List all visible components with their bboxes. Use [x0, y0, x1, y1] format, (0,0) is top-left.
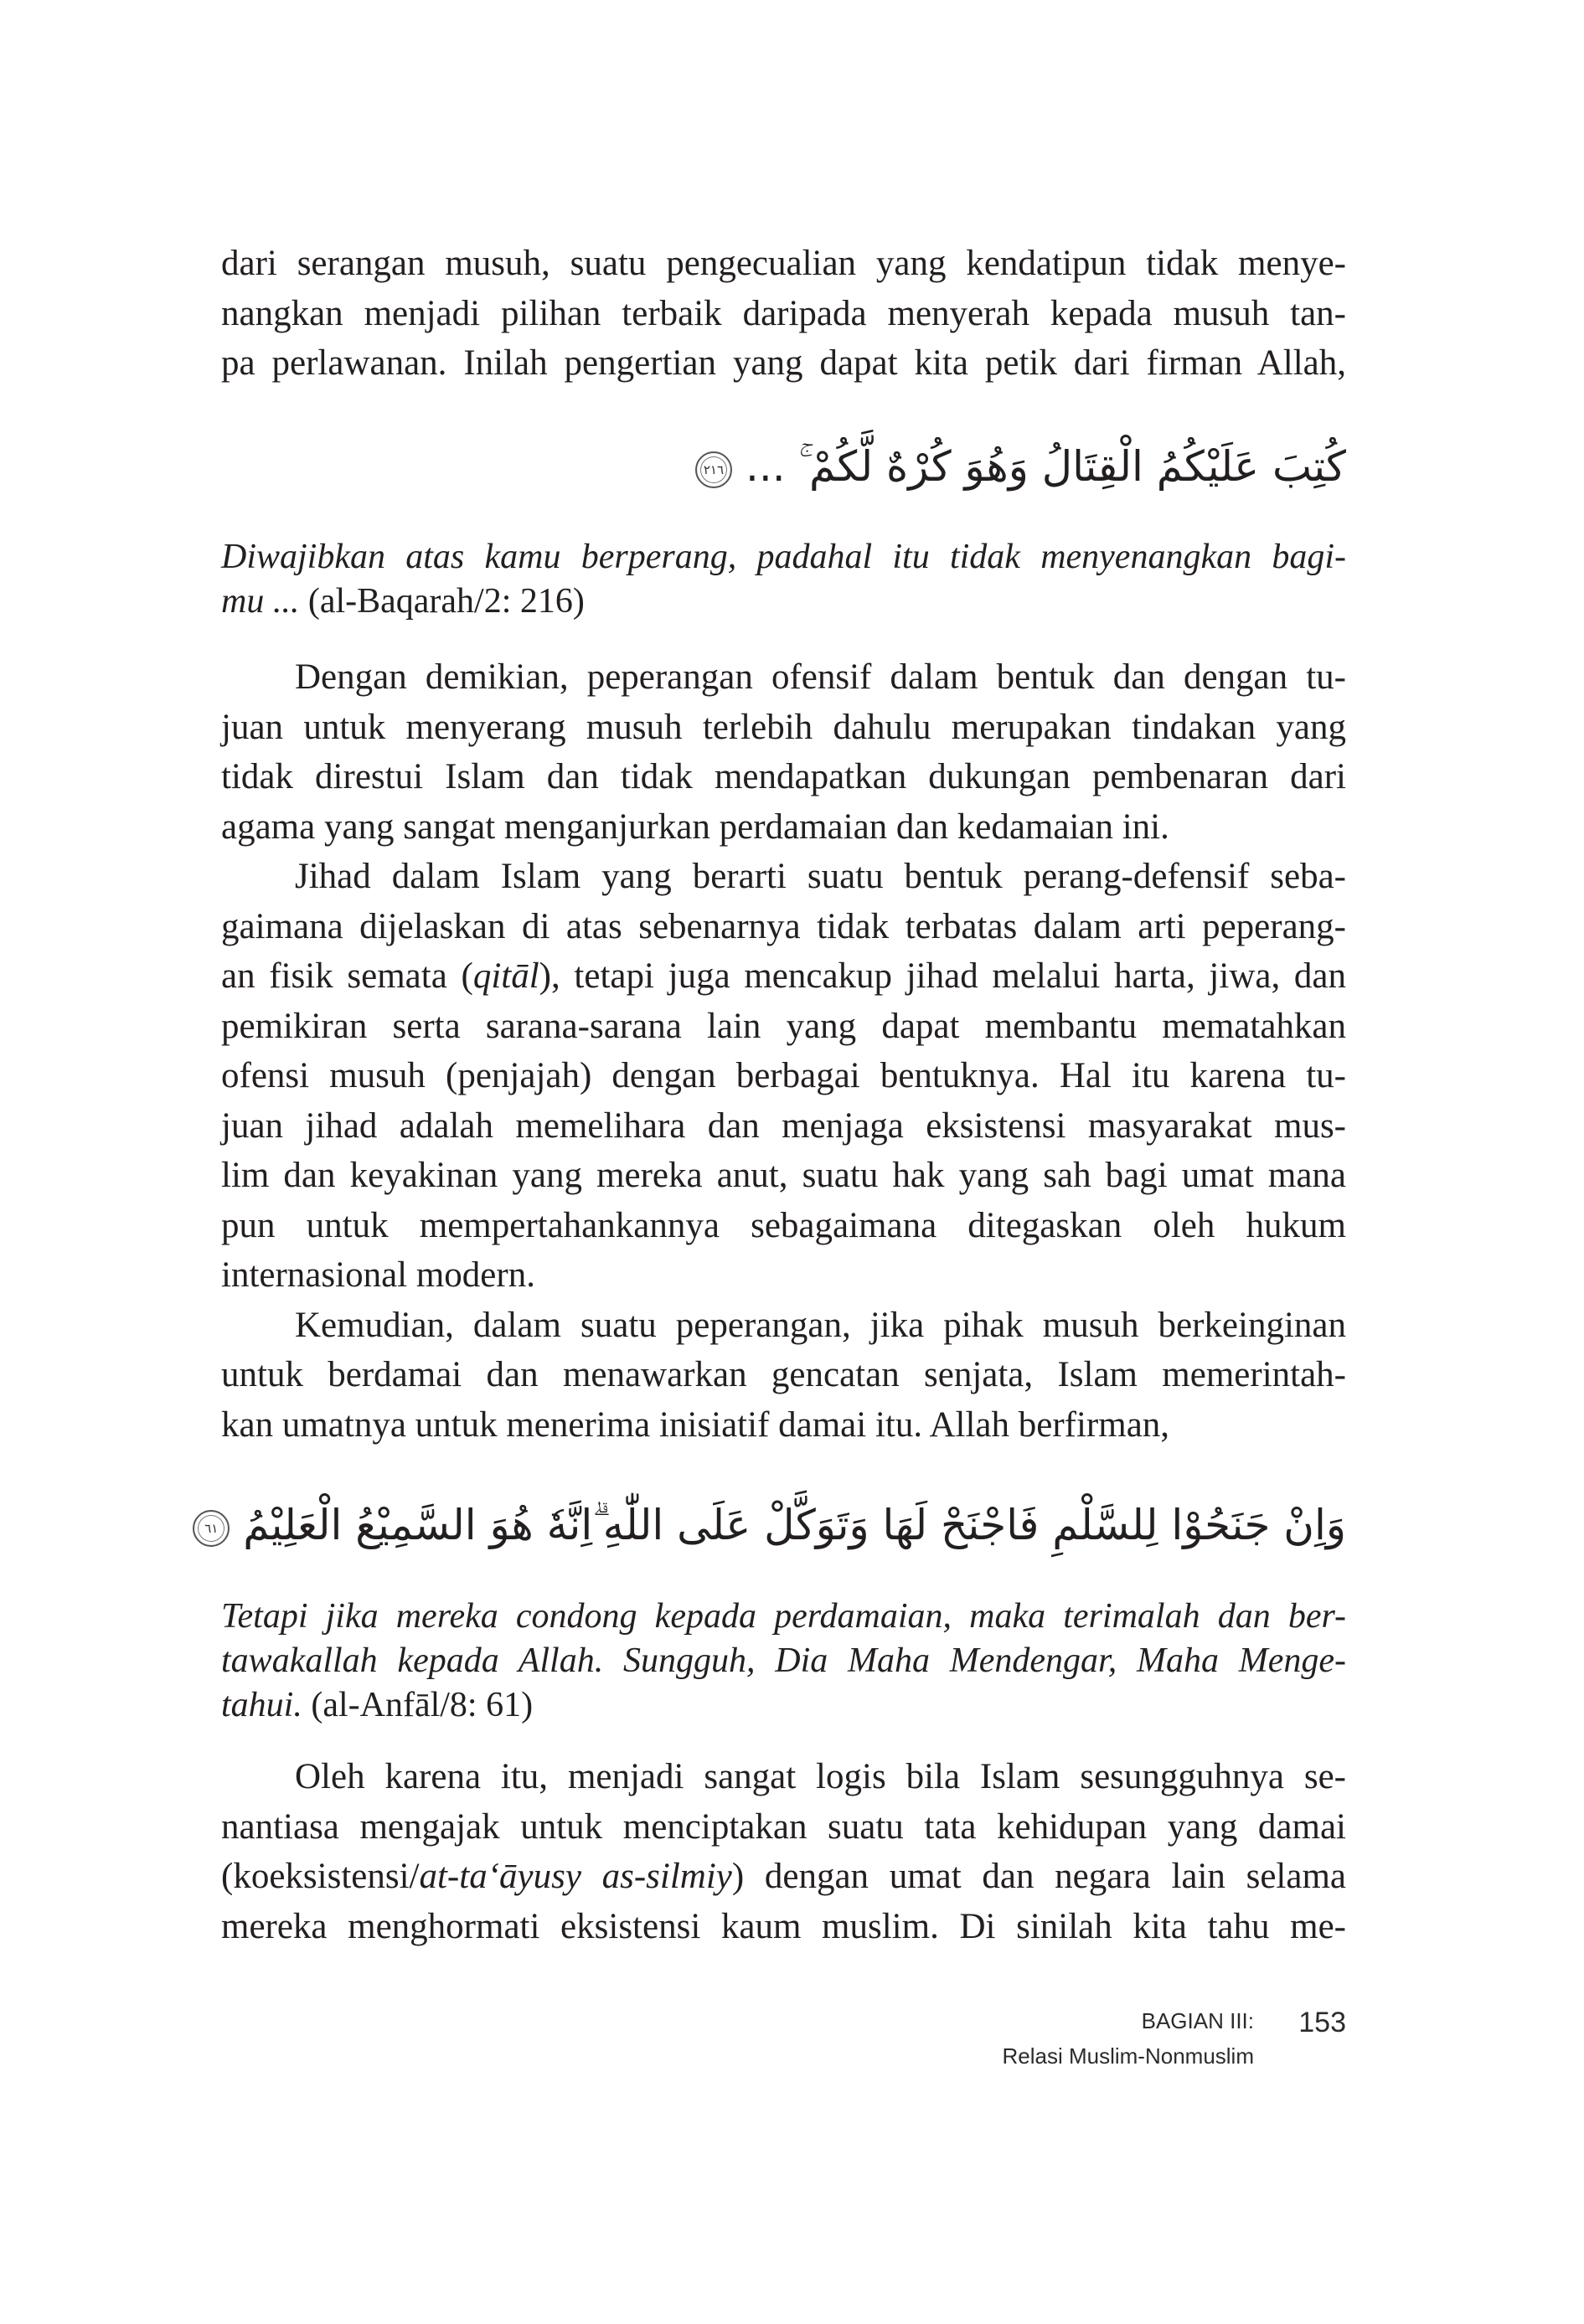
running-footer-title: Relasi Muslim-Nonmuslim: [1002, 2043, 1254, 2069]
text-segment: (koeksistensi/: [221, 1857, 420, 1896]
arabic-verse-text: كُتِبَ عَلَيْكُمُ الْقِتَالُ وَهُوَ كُرْهٌ لَّكُمْ ۚ ...: [745, 442, 1346, 491]
translation-line: Tetapi jika mereka condong kepada perdamaian, maka terimalah dan ber-: [221, 1597, 1346, 1636]
italic-term: at-ta‘āyusy as-silmiy: [419, 1857, 732, 1896]
translation-text: mu ...: [221, 582, 300, 621]
text-segment: an fisik semata (: [221, 956, 473, 996]
text-line: Oleh karena itu, menjadi sangat logis bila Islam sesungguhnya se-: [295, 1757, 1346, 1796]
text-line: untuk berdamai dan menawarkan gencatan senjata, Islam memerintah-: [221, 1355, 1346, 1394]
arabic-verse-1: [221, 433, 1346, 500]
text-line: Kemudian, dalam suatu peperangan, jika pihak musuh berkeinginan: [295, 1305, 1346, 1345]
text-line: [221, 1852, 1346, 1902]
text-line: juan untuk menyerang musuh terlebih dahulu merupakan tindakan yang: [221, 707, 1346, 747]
ayah-number-ornament: [695, 451, 732, 488]
italic-term: qitāl: [472, 956, 539, 996]
running-footer-section: BAGIAN III:: [1141, 2008, 1254, 2033]
translation-line: tawakallah kepada Allah. Sungguh, Dia Maha Mendengar, Maha Menge-: [221, 1641, 1346, 1680]
text-line: [221, 951, 1346, 1002]
text-line: juan jihad adalah memelihara dan menjaga eksistensi masyarakat mus-: [221, 1105, 1346, 1146]
closing-paragraph: [221, 1752, 1346, 1951]
verse-2-translation: [221, 1595, 1346, 1728]
translation-text: tahui.: [221, 1686, 302, 1724]
arabic-verse-2: [204, 1492, 1346, 1559]
text-line: lim dan keyakinan yang mereka anut, suatu hak yang sah bagi umat mana: [221, 1156, 1346, 1195]
text-line: dari serangan musuh, suatu pengecualian yang kendatipun tidak menye-: [221, 244, 1346, 283]
verse-reference: (al-Anfāl/8: 61): [311, 1686, 534, 1724]
intro-paragraph: [221, 239, 1346, 389]
text-line: agama yang sangat menganjurkan perdamaian dan kedamaian ini.: [221, 806, 1169, 847]
text-line: nantiasa mengajak untuk menciptakan suatu tata kehidupan yang damai: [221, 1806, 1346, 1847]
ayah-number: ٦١: [204, 1520, 219, 1536]
arabic-verse-text: وَاِنْ جَنَحُوْا لِلسَّلْمِ فَاجْنَحْ لَهَا وَتَوَكَّلْ عَلَى اللّٰهِ ۗاِنَّهٗ هُوَ السَّمِيْعُ الْعَلِيْمُ: [243, 1501, 1346, 1549]
verse-reference: (al-Baqarah/2: 216): [307, 582, 585, 621]
text-line: ofensi musuh (penjajah) dengan berbagai bentuknya. Hal itu karena tu-: [221, 1056, 1346, 1095]
ayah-number: ٢١٦: [703, 461, 725, 477]
text-line: mereka menghormati eksistensi kaum muslim. Di sinilah kita tahu me-: [221, 1906, 1346, 1946]
body-paragraphs: [221, 652, 1346, 1450]
text-line: Jihad dalam Islam yang berarti suatu bentuk perang-defensif seba-: [295, 857, 1346, 896]
text-line: tidak direstui Islam dan tidak mendapatkan dukungan pembenaran dari: [221, 757, 1346, 796]
page-number: 153: [1298, 2007, 1346, 2038]
text-line: Dengan demikian, peperangan ofensif dalam bentuk dan dengan tu-: [295, 657, 1346, 697]
text-line: pemikiran serta sarana-sarana lain yang dapat membantu mematahkan: [221, 1006, 1346, 1046]
text-line: kan umatnya untuk menerima inisiatif damai itu. Allah berfirman,: [221, 1404, 1170, 1445]
translation-line: [221, 1683, 1346, 1728]
text-line: pa perlawanan. Inilah pengertian yang dapat kita petik dari firman Allah,: [221, 343, 1346, 383]
translation-line: Diwajibkan atas kamu berperang, padahal itu tidak menyenangkan bagi-: [221, 538, 1346, 576]
text-segment: ) dengan umat dan negara lain selama: [731, 1857, 1346, 1896]
text-line: pun untuk mempertahankannya sebagaimana ditegaskan oleh hukum: [221, 1205, 1346, 1245]
text-segment: ), tetapi juga mencakup jihad melalui harta, jiwa, dan: [539, 956, 1346, 996]
ayah-number-ornament: [193, 1510, 230, 1547]
text-line: nangkan menjadi pilihan terbaik daripada menyerah kepada musuh tan-: [221, 293, 1346, 333]
translation-line: [221, 580, 1346, 624]
text-line: internasional modern.: [221, 1255, 535, 1295]
verse-1-translation: [221, 535, 1346, 624]
text-line: gaimana dijelaskan di atas sebenarnya tidak terbatas dalam arti peperang-: [221, 906, 1346, 946]
